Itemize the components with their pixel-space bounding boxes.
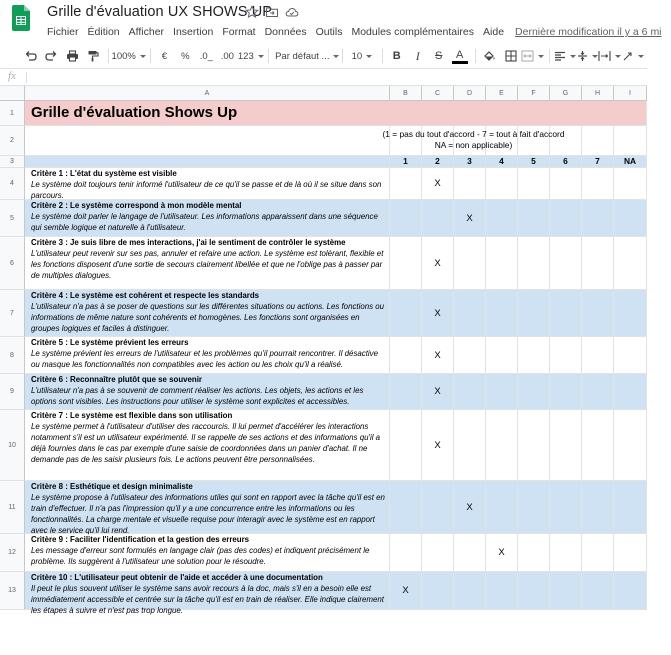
cell-b7[interactable] [390, 290, 422, 337]
cell-c4[interactable] [422, 168, 454, 200]
text-wrap-icon [598, 50, 611, 62]
criterion-text [25, 374, 389, 408]
column-header-a[interactable]: A [25, 86, 390, 101]
row-header-7[interactable]: 7 [0, 290, 25, 337]
criterion-title: Critère 1 : L'état du système est visible [31, 169, 177, 178]
criterion-text [25, 481, 389, 537]
spreadsheet-grid [0, 86, 647, 655]
criterion-text [25, 168, 389, 202]
cell-d9[interactable] [454, 374, 486, 410]
rating-mark: X [466, 212, 473, 224]
cell-f6[interactable] [518, 237, 550, 290]
row-header-8[interactable]: 8 [0, 337, 25, 374]
cell-b4[interactable] [390, 168, 422, 200]
cell-e13[interactable] [486, 572, 518, 610]
print-button[interactable] [64, 46, 80, 66]
rating-mark: X [434, 439, 441, 451]
column-header-b[interactable]: B [390, 86, 422, 101]
criterion-description: L'utilisateur peut revenir sur ses pas, annuler et refaire une action. Le système est tolérant, flexible et les fonctions disposent d'une sortie de secours clairement libellée et que ne l'oblige pas à passer par de multiples dialogues. [31, 248, 384, 280]
column-header-e[interactable]: E [486, 86, 518, 101]
cell-g3[interactable] [550, 156, 582, 168]
toolbar-divider [342, 49, 343, 63]
cell-f12[interactable] [518, 534, 550, 572]
menu-format[interactable]: Format [222, 26, 256, 38]
cell-c8[interactable] [422, 337, 454, 374]
criterion-description: Le système propose à l'utilisateur des informations utiles qui sont en rapport avec la tâche qu'il est en train d'effectuer. Il n'a pas l'impression qu'il y a une concurrence entre les informations ou les fonctionnalités. La charge mentale et visuelle requise pour interagir avec le système est en rapport avec le service qu'il lui rend. [31, 492, 385, 535]
vertical-align-icon [577, 50, 588, 62]
criterion-title: Critère 4 : Le système est cohérent et respecte les standards [31, 291, 260, 300]
menu-bar [47, 26, 671, 40]
cell-d4[interactable] [454, 168, 486, 200]
column-header-i[interactable]: I [614, 86, 647, 101]
cell-e3[interactable] [486, 156, 518, 168]
cell-a6[interactable] [25, 237, 390, 290]
cell-g11[interactable] [550, 481, 582, 534]
cell-c10[interactable] [422, 410, 454, 481]
row-header-3[interactable]: 3 [0, 156, 25, 168]
text-color-button[interactable]: A [452, 48, 468, 64]
row-header-6[interactable]: 6 [0, 237, 25, 290]
cell-f3[interactable] [518, 156, 550, 168]
cell-i7[interactable] [614, 290, 647, 337]
cell-i12[interactable] [614, 534, 647, 572]
borders-icon [505, 50, 517, 62]
rating-mark: X [466, 501, 473, 513]
column-header-d[interactable]: D [454, 86, 486, 101]
cell-c11[interactable] [422, 481, 454, 534]
cell-h12[interactable] [582, 534, 614, 572]
cell-b9[interactable] [390, 374, 422, 410]
criterion-title: Critère 8 : Esthétique et design minimaliste [31, 482, 193, 491]
cell-h11[interactable] [582, 481, 614, 534]
text-rotation-button[interactable] [624, 46, 642, 66]
cell-b8[interactable] [390, 337, 422, 374]
cell-e8[interactable] [486, 337, 518, 374]
cell-g6[interactable] [550, 237, 582, 290]
cell-a8[interactable] [25, 337, 390, 374]
cell-h10[interactable] [582, 410, 614, 481]
cell-i11[interactable] [614, 481, 647, 534]
undo-icon [24, 50, 37, 62]
more-formats-select[interactable]: 123 [240, 46, 261, 66]
formula-bar-divider [26, 72, 27, 83]
scale-label: 3 [467, 156, 472, 166]
column-header-h[interactable]: H [582, 86, 614, 101]
text-wrapping-button[interactable] [601, 46, 620, 66]
cell-f8[interactable] [518, 337, 550, 374]
rating-legend [300, 128, 647, 151]
select-all-corner[interactable] [0, 86, 25, 101]
cell-h5[interactable] [582, 200, 614, 237]
cell-b5[interactable] [390, 200, 422, 237]
menu-aide[interactable]: Aide [483, 26, 505, 38]
toolbar-divider [475, 49, 476, 63]
scale-label: 4 [499, 156, 504, 166]
formula-bar [0, 69, 647, 86]
criterion-text [25, 572, 389, 617]
cell-e11[interactable] [486, 481, 518, 534]
cell-f11[interactable] [518, 481, 550, 534]
cloud-status-icon[interactable] [285, 5, 299, 19]
row-header-2[interactable]: 2 [0, 126, 25, 156]
title-bar [0, 0, 662, 44]
cell-b12[interactable] [390, 534, 422, 572]
star-icon[interactable] [245, 5, 259, 19]
cell-f9[interactable] [518, 374, 550, 410]
toolbar-divider [268, 49, 269, 63]
print-icon [66, 50, 79, 62]
row-header-9[interactable]: 9 [0, 374, 25, 410]
cell-i13[interactable] [614, 572, 647, 610]
cell-c12[interactable] [422, 534, 454, 572]
cell-i6[interactable] [614, 237, 647, 290]
cell-d3[interactable] [454, 156, 486, 168]
cell-c3[interactable] [422, 156, 454, 168]
font-family-select[interactable]: Par défaut ... [275, 46, 335, 66]
cell-f13[interactable] [518, 572, 550, 610]
criterion-text [25, 290, 389, 335]
last-edit-link[interactable]: Dernière modification il y a 6 mi [515, 26, 662, 38]
menu-fichier[interactable]: Fichier [47, 26, 79, 38]
cell-c6[interactable] [422, 237, 454, 290]
cell-i3[interactable] [614, 156, 647, 168]
cell-a10[interactable] [25, 410, 390, 481]
cell-c5[interactable] [422, 200, 454, 237]
cell-a3[interactable] [25, 156, 390, 168]
cell-g8[interactable] [550, 337, 582, 374]
toolbar-divider [108, 49, 109, 63]
move-to-folder-icon[interactable] [265, 5, 279, 19]
horizontal-align-button[interactable] [556, 46, 574, 66]
criterion-description: L'utilisateur n'a pas à se souvenir de comment réaliser les actions. Les objets, les actions et les options sont visibles. Les instructions pour utiliser le système sont explicites et accessibles. [31, 385, 364, 406]
criterion-text [25, 200, 389, 234]
cell-b13[interactable] [390, 572, 422, 610]
cell-f4[interactable] [518, 168, 550, 200]
rating-mark: X [402, 585, 409, 596]
cell-d13[interactable] [454, 572, 486, 610]
text-rotation-icon [622, 50, 634, 62]
cell-g5[interactable] [550, 200, 582, 237]
criterion-description: Le système doit toujours tenir informé l'utilisateur de ce qu'il se passe et de là où il se situe dans son parcours. [31, 179, 382, 200]
cell-b6[interactable] [390, 237, 422, 290]
cell-i4[interactable] [614, 168, 647, 200]
criterion-title: Critère 10 : L'utilisateur peut obtenir de l'aide et accéder à une documentation [31, 573, 323, 582]
cell-d8[interactable] [454, 337, 486, 374]
cell-g13[interactable] [550, 572, 582, 610]
currency-format-button[interactable]: € [161, 50, 167, 62]
criterion-title: Critère 7 : Le système est flexible dans son utilisation [31, 411, 233, 420]
increase-decimals-button[interactable]: .00 [220, 50, 234, 62]
redo-button[interactable] [43, 46, 59, 66]
merge-cells-button[interactable] [524, 46, 543, 66]
cell-i9[interactable] [614, 374, 647, 410]
row-header-4[interactable]: 4 [0, 168, 25, 200]
cell-e12[interactable] [486, 534, 518, 572]
rating-mark: X [434, 307, 441, 319]
cell-b10[interactable] [390, 410, 422, 481]
paint-format-icon [87, 50, 99, 62]
criterion-description: Il peut le plus souvent utiliser le système sans avoir recours à la doc, mais s'il en a besoin elle est immédiatement accessible et centrée sur la tâche qu'il est en train de réaliser. Elle indique clairement les étapes à suivre et n'est pas trop longue. [31, 583, 384, 615]
cell-e9[interactable] [486, 374, 518, 410]
cell-e10[interactable] [486, 410, 518, 481]
undo-button[interactable] [22, 46, 38, 66]
rating-mark: X [434, 349, 441, 361]
cell-a9[interactable] [25, 374, 390, 410]
cell-g4[interactable] [550, 168, 582, 200]
cell-f10[interactable] [518, 410, 550, 481]
criterion-text [25, 337, 389, 371]
cell-e6[interactable] [486, 237, 518, 290]
cell-h8[interactable] [582, 337, 614, 374]
criterion-text [25, 237, 389, 282]
menu-edition[interactable]: Édition [87, 26, 120, 38]
criterion-title: Critère 2 : Le système correspond à mon modèle mental [31, 201, 242, 210]
criterion-description: Le système prévient les erreurs de l'utilisateur et les problèmes qu'il pourrait rencontrer. Il désactive ou masque les fonctionnalités non compatibles avec les action ou les choix qu'il a réalisé. [31, 348, 378, 369]
decrease-decimals-button[interactable]: .0_ [199, 50, 213, 62]
cell-a7[interactable] [25, 290, 390, 337]
criterion-description: L'utilisateur n'a pas à se poser de questions sur les différentes situations ou actions. Les fonctions ou informations de même nature sont cohérents et homogènes. Les fonctions sont organisées en groupes logiques et faciles à distinguer. [31, 301, 385, 333]
cell-g7[interactable] [550, 290, 582, 337]
cell-a5[interactable] [25, 200, 390, 237]
cell-a13[interactable] [25, 572, 390, 615]
menu-afficher[interactable]: Afficher [128, 26, 165, 38]
paint-format-button[interactable] [85, 46, 101, 66]
cell-b3[interactable] [390, 156, 422, 168]
criterion-description: Les message d'erreur sont formulés en langage clair (pas des codes) et indiquent précisément le problème. Ils suggèrent à l'utilisateur une solution pour le résoudre. [31, 545, 370, 566]
column-header-c[interactable]: C [422, 86, 454, 101]
criterion-title: Critère 5 : Le système prévient les erreurs [31, 338, 189, 347]
cell-c9[interactable] [422, 374, 454, 410]
criterion-text [25, 410, 389, 466]
cell-d12[interactable] [454, 534, 486, 572]
cell-f5[interactable] [518, 200, 550, 237]
cell-h13[interactable] [582, 572, 614, 610]
fill-color-button[interactable] [482, 46, 498, 66]
fill-color-icon [483, 50, 496, 62]
criterion-title: Critère 6 : Reconnaître plutôt que se souvenir [31, 375, 203, 384]
cell-a11[interactable] [25, 481, 390, 534]
column-header-g[interactable]: G [550, 86, 582, 101]
toolbar-divider [150, 49, 151, 63]
menu-donnees[interactable]: Données [264, 26, 307, 38]
rating-mark: X [498, 547, 505, 558]
cell-c13[interactable] [422, 572, 454, 610]
criterion-description: Le système doit parler le langage de l'utilisateur. Les informations apparaissent dans une séquence qui semble logique et naturelle à l'utilisateur. [31, 211, 378, 232]
cell-h6[interactable] [582, 237, 614, 290]
rating-mark: X [434, 386, 441, 397]
cell-g12[interactable] [550, 534, 582, 572]
row-header-5[interactable]: 5 [0, 200, 25, 237]
row-header-11[interactable]: 11 [0, 481, 25, 534]
scale-label: 6 [563, 156, 568, 166]
zoom-select[interactable]: 100% [115, 46, 143, 66]
cell-e5[interactable] [486, 200, 518, 237]
row-header-13[interactable]: 13 [0, 572, 25, 610]
cell-c7[interactable] [422, 290, 454, 337]
cell-e7[interactable] [486, 290, 518, 337]
menu-insertion[interactable]: Insertion [173, 26, 214, 38]
scale-label: 5 [531, 156, 536, 166]
criterion-title: Critère 9 : Faciliter l'identification et la gestion des erreurs [31, 535, 250, 544]
menu-outils[interactable]: Outils [315, 26, 343, 38]
rating-mark: X [434, 257, 441, 269]
toolbar-divider [549, 49, 550, 63]
cell-i10[interactable] [614, 410, 647, 481]
fx-icon: fx [8, 70, 16, 82]
document-title[interactable]: Grille d'évaluation UX SHOWS UP [47, 4, 273, 20]
cell-g10[interactable] [550, 410, 582, 481]
legend-line: (1 = pas du tout d'accord - 7 = tout à fait d'accord [382, 129, 565, 139]
cell-d11[interactable] [454, 481, 486, 534]
cell-g9[interactable] [550, 374, 582, 410]
cell-d6[interactable] [454, 237, 486, 290]
criterion-description: Le système permet à l'utilisateur d'utiliser des raccourcis. Il lui permet d'accélérer les interactions notamment s'il est un utilisateur expérimenté. Il se rappelle de ses actions et des informations qu'il a déjà fournies dans le cas par exemple d'une saisie de coordonnées dans un panier d'achat. Il ne demande pas de les saisir plusieurs fois. Le actions peuvent être personnalisées. [31, 421, 381, 464]
cell-i5[interactable] [614, 200, 647, 237]
sheets-logo-icon[interactable] [12, 5, 30, 31]
row-header-10[interactable]: 10 [0, 410, 25, 481]
menu-modules[interactable]: Modules complémentaires [351, 26, 475, 38]
vertical-align-button[interactable] [579, 46, 596, 66]
cell-a4[interactable] [25, 168, 390, 200]
scale-label: 2 [435, 156, 440, 166]
cell-h3[interactable] [582, 156, 614, 168]
strikethrough-button[interactable]: S [435, 50, 443, 62]
cell-f7[interactable] [518, 290, 550, 337]
scale-label: 1 [403, 156, 408, 166]
italic-button[interactable]: I [415, 48, 420, 63]
bold-button[interactable]: B [392, 50, 401, 62]
cell-d7[interactable] [454, 290, 486, 337]
cell-d10[interactable] [454, 410, 486, 481]
font-size-select[interactable]: 10 [349, 46, 375, 66]
legend-line: NA = non applicable) [434, 140, 513, 150]
rating-mark: X [434, 178, 441, 189]
cell-i8[interactable] [614, 337, 647, 374]
cell-e4[interactable] [486, 168, 518, 200]
cell-h9[interactable] [582, 374, 614, 410]
row-header-1[interactable]: 1 [0, 101, 25, 126]
sheet-title: Grille d'évaluation Shows Up [31, 104, 238, 121]
cell-h4[interactable] [582, 168, 614, 200]
borders-button[interactable] [503, 46, 519, 66]
toolbar-divider [382, 49, 383, 63]
align-left-icon [554, 51, 566, 62]
merge-cells-icon [521, 50, 534, 62]
scale-label: NA [623, 156, 637, 166]
percent-format-button[interactable]: % [181, 50, 190, 62]
cell-a12[interactable] [25, 534, 390, 572]
cell-d5[interactable] [454, 200, 486, 237]
criterion-title: Critère 3 : Je suis libre de mes interactions, j'ai le sentiment de contrôler le système [31, 238, 346, 247]
redo-icon [45, 50, 58, 62]
row-header-12[interactable]: 12 [0, 534, 25, 572]
criterion-text [25, 534, 389, 568]
toolbar [0, 44, 647, 69]
column-header-f[interactable]: F [518, 86, 550, 101]
cell-b11[interactable] [390, 481, 422, 534]
cell-h7[interactable] [582, 290, 614, 337]
scale-label: 7 [595, 156, 600, 166]
